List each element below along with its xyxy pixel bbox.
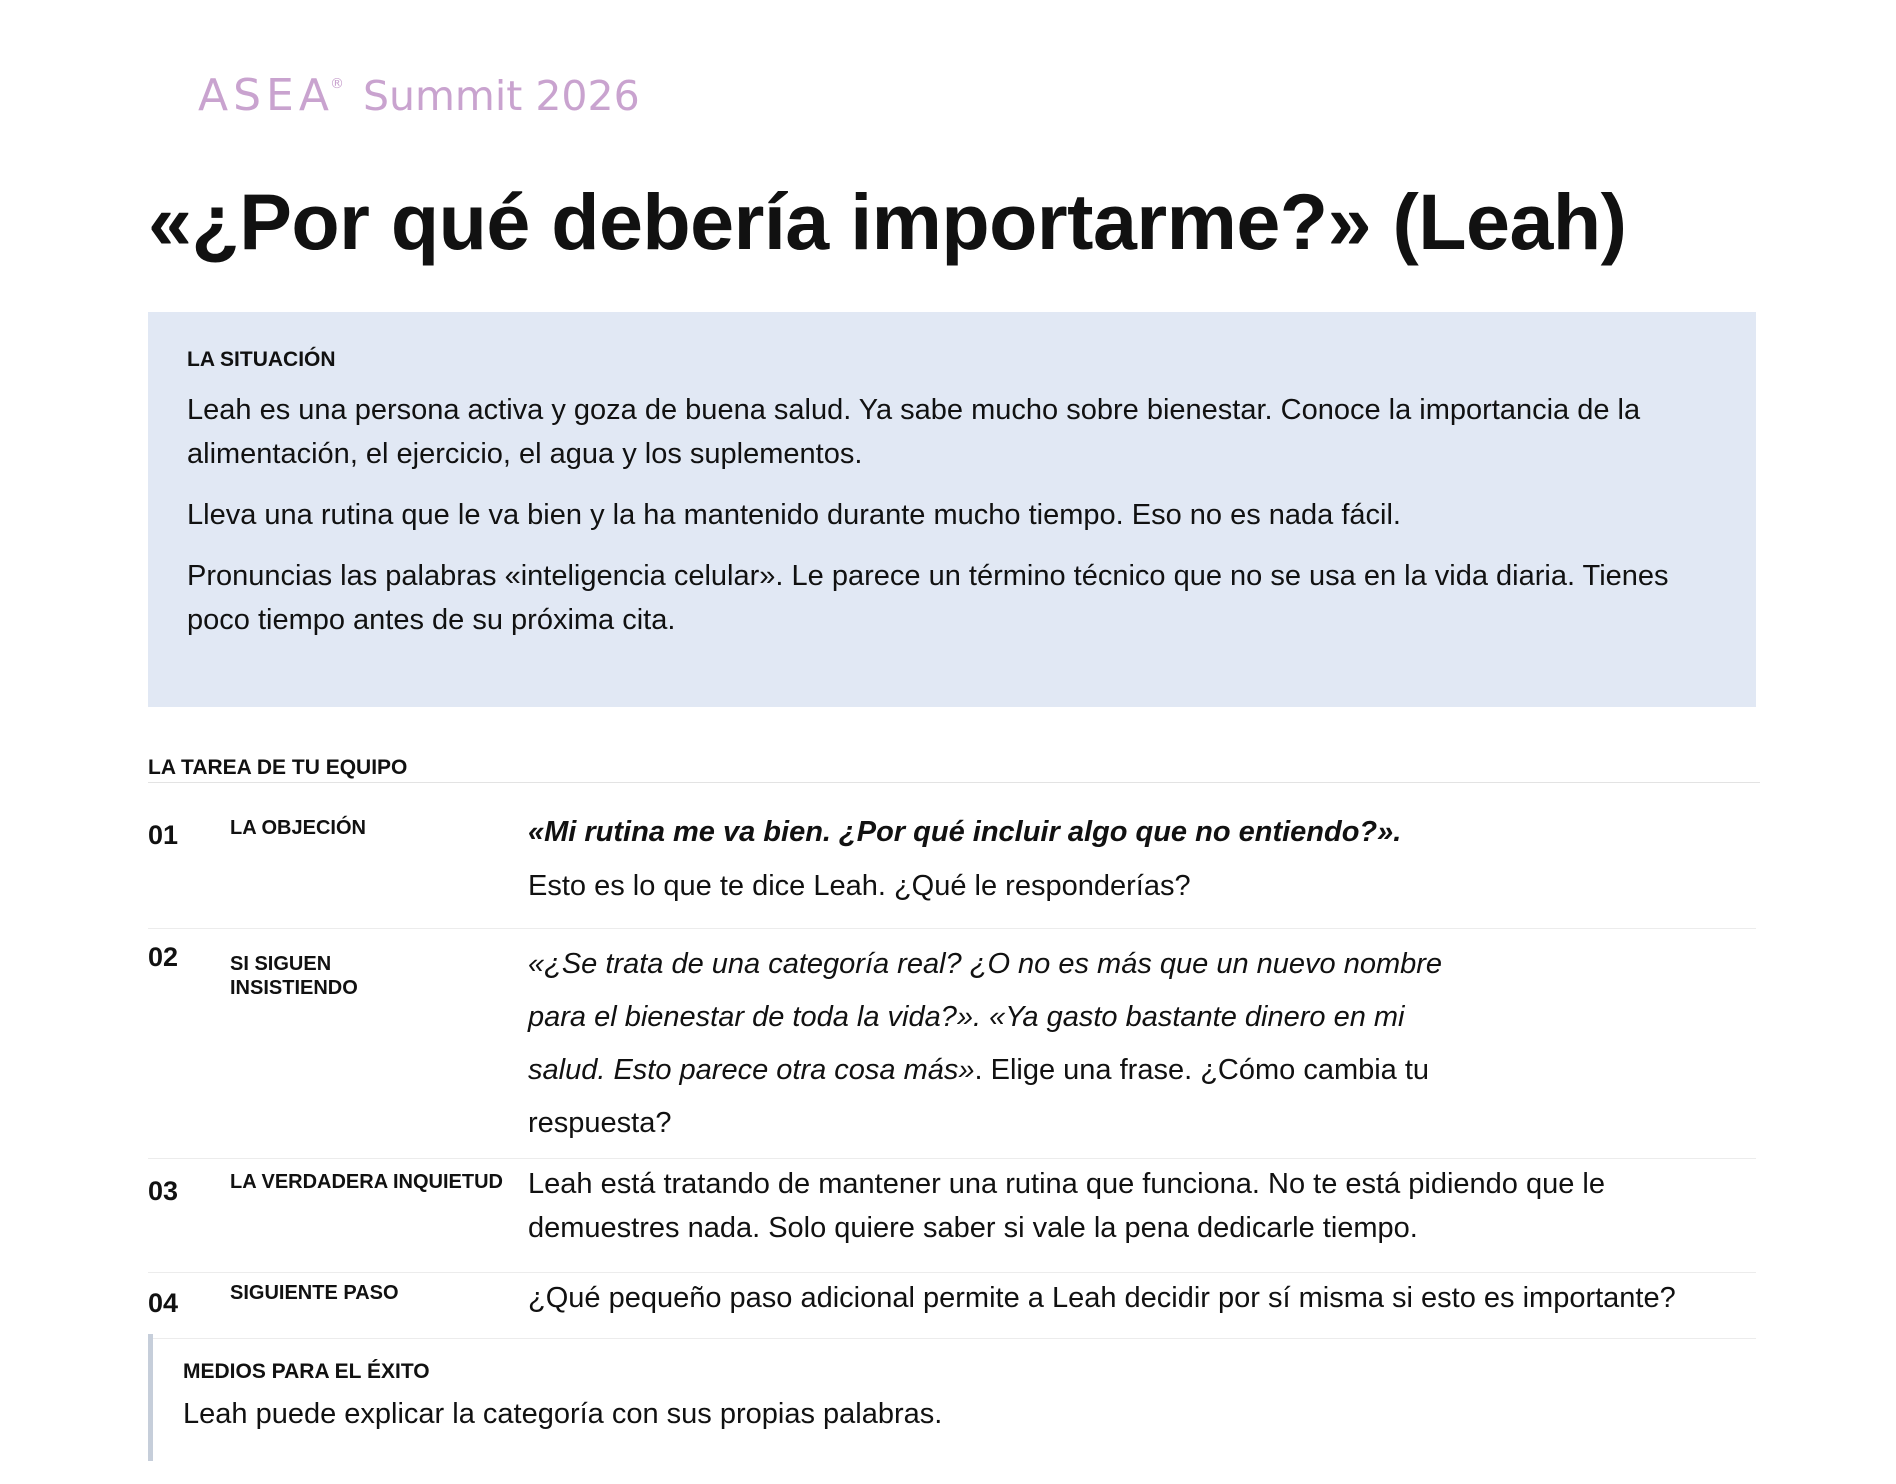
row-number: 02 [148,942,179,972]
row-body: ¿Qué pequeño paso adicional permite a Leah decidir por sí misma si esto es importante? [528,1282,1676,1314]
event-logo [198,70,640,121]
row-body: Leah está tratando de mantener una rutina que funciona. No te está pidiendo que le demuestres nada. Solo quiere saber si vale la pena dedicarle tiempo. [528,1168,1606,1244]
situation-label: LA SITUACIÓN [187,348,336,371]
row-label: LA VERDADERA INQUIETUD [230,1171,503,1193]
success-label: MEDIOS PARA EL ÉXITO [183,1360,430,1383]
page-title: «¿Por qué debería importarme?» (Leah) [148,177,1627,266]
row-number: 01 [148,820,179,850]
task-divider [148,782,1760,783]
row-body [528,810,1748,908]
task-row-objection [148,816,1756,928]
task-row-real-concern [148,1168,1756,1272]
row-divider [148,1272,1756,1273]
logo-brand: ASEA [198,70,334,121]
row-divider [148,928,1756,929]
situation-paragraph: Lleva una rutina que le va bien y la ha mantenido durante mucho tiempo. Eso no es nada fácil. [187,499,1401,531]
row-number: 04 [148,1288,179,1318]
success-text: Leah puede explicar la categoría con sus propias palabras. [183,1398,943,1430]
row-label: LA OBJECIÓN [230,817,366,839]
row-label: SI SIGUEN INSISTIENDO [230,953,358,999]
logo-registered-mark: ® [329,76,345,92]
situation-panel [148,312,1756,707]
situation-paragraph: Pronuncias las palabras «inteligencia celular». Le parece un término técnico que no se usa en la vida diaria. Tienes poco tiempo antes de su próxima cita. [187,560,1669,636]
follow-up-quotes: «¿Se trata de una categoría real? ¿O no es más que un nuevo nombre para el bienestar de toda la vida?». «Ya gasto bastante dinero en mi salud. Esto parece otra cosa más» [528,948,1443,1086]
row-divider [148,1158,1756,1159]
follow-up-prompt: . Elige una frase. ¿Cómo cambia tu respuesta? [528,1054,1430,1139]
objection-quote: «Mi rutina me va bien. ¿Por qué incluir algo que no entiendo?». [528,816,1402,848]
situation-paragraph: Leah es una persona activa y goza de buena salud. Ya sabe mucho sobre bienestar. Conoce la importancia de la alimentación, el ejercicio, el agua y los suplementos. [187,394,1641,470]
row-number: 03 [148,1176,179,1206]
task-row-follow-up [148,942,1756,1158]
success-callout [148,1334,1756,1461]
objection-prompt: Esto es lo que te dice Leah. ¿Qué le responderías? [528,870,1191,902]
row-label: SIGUIENTE PASO [230,1282,399,1304]
task-label: LA TAREA DE TU EQUIPO [148,756,408,779]
task-row-next-step [148,1280,1756,1336]
row-body [528,938,1488,1150]
logo-event-name: Summit 2026 [362,72,640,120]
